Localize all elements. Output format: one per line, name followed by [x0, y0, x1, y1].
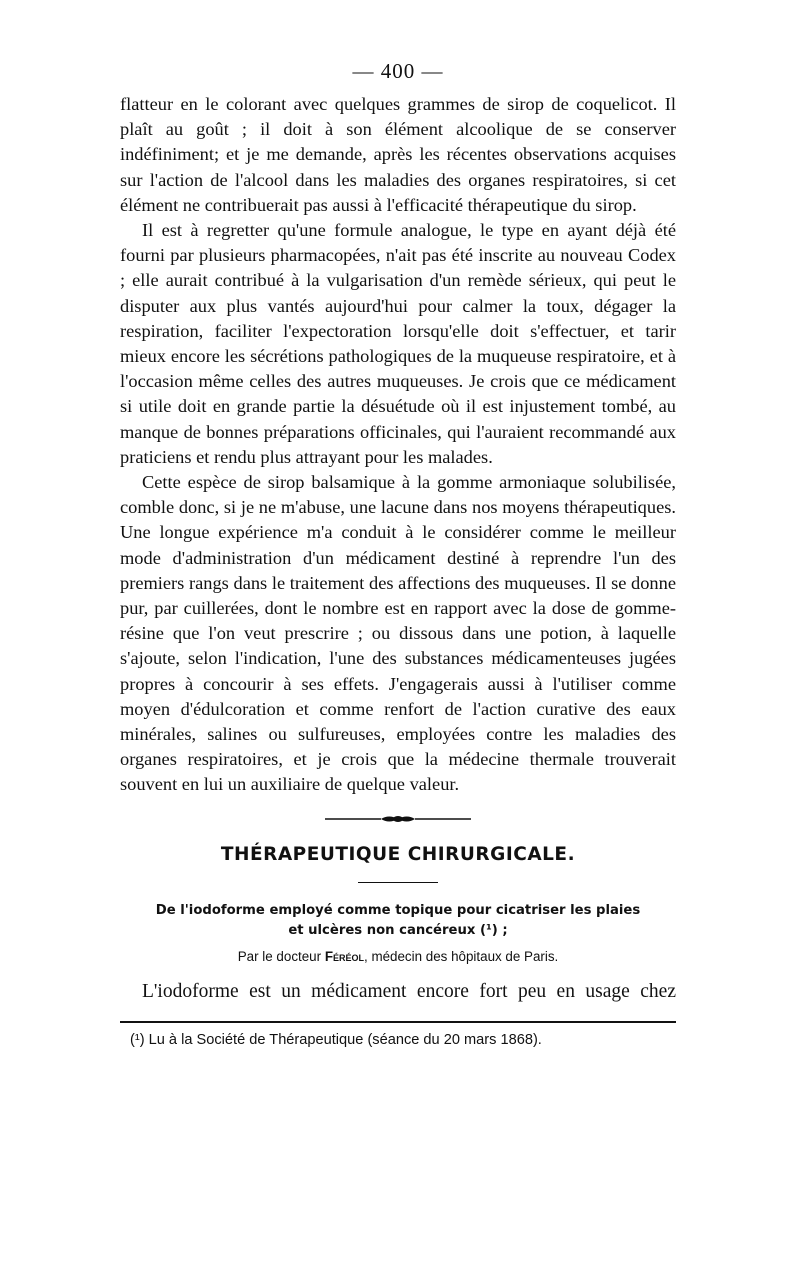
byline-author: Féréol: [324, 948, 364, 964]
byline-suffix: , médecin des hôpitaux de Paris.: [364, 948, 559, 964]
title-rule: [358, 882, 438, 883]
article-footnote-ref[interactable]: (¹): [479, 922, 498, 938]
ornament-divider-icon: [323, 814, 473, 824]
article-title-line-2: et ulcères non cancéreux: [288, 922, 476, 938]
article-title: [120, 901, 676, 941]
footnote-rule: [120, 1021, 676, 1023]
article-opening-line: L'iodoforme est un médicament encore fort peu en usage chez: [142, 980, 676, 1002]
byline-prefix: Par le docteur: [237, 948, 325, 964]
article-title-end: ;: [497, 922, 508, 938]
section-title: THÉRAPEUTIQUE CHIRURGICALE.: [220, 843, 576, 865]
page-number: — 400 —: [352, 59, 444, 83]
body-paragraph-3: Cette espèce de sirop balsamique à la gomme armoniaque solubilisée, comble donc, si je ne m'abuse, une lacune dans nos moyens thérapeutiques. Une longue expérience m'a conduit à le considérer comme le meilleur mode d'administration d'un médicament destiné à reprendre l'un des premiers rangs dans le traitement des affections des muqueuses. Il se donne pur, par cuillerées, dont le nombre est en rapport avec la dose de gomme-résine que l'on veut prescrire ; ou dissous dans une potion, à laquelle s'ajoute, selon l'indication, l'une des substances médicamenteuses jugées propres à concourir à ses effets. J'engagerais aussi à l'utiliser comme moyen d'édulcoration et comme renfort de l'action curative des eaux minérales, salines ou sulfureuses, employées contre les maladies des organes respiratoires, et je crois que la médecine thermale trouverait souvent en lui un auxiliaire de quelque valeur.: [120, 472, 676, 795]
footnote: [130, 1030, 676, 1050]
article-title-line-1: De l'iodoforme employé comme topique pour cicatriser les plaies: [155, 902, 641, 918]
document-page: [120, 56, 676, 1050]
body-paragraph-2: Il est à regretter qu'une formule analogue, le type en ayant déjà été fourni par plusieurs pharmacopées, n'ait pas été inscrite au nouveau Codex ; elle aurait contribué à la vulgarisation d'un remède sérieux, qui peut le disputer aux plus vantés aujourd'hui pour calmer la toux, dégager la respiration, faciliter l'expectoration lorsqu'elle doit s'effectuer, et tarir mieux encore les sécrétions pathologiques de la muqueuse respiratoire, et à l'occasion même celles des autres muqueuses. Je crois que ce médicament si utile doit en grande partie la désuétude où il est injustement tombé, au manque de bonnes préparations officinales, qui l'auraient recommandé aux praticiens et rendu plus attrayant pour les malades.: [120, 220, 676, 467]
footnote-mark: (¹): [130, 1031, 145, 1048]
body-paragraph-1: flatteur en le colorant avec quelques grammes de sirop de coquelicot. Il plaît au goût ; il doit à son élément alcoolique de se conserver indéfiniment; et je me demande, après les récentes observations acquises sur l'action de l'alcool dans les maladies des organes respiratoires, si cet élément ne contribuerait pas aussi à l'efficacité thérapeutique du sirop.: [120, 94, 676, 215]
byline: [120, 947, 676, 967]
footnote-text: Lu à la Société de Thérapeutique (séance du 20 mars 1868).: [144, 1031, 542, 1048]
